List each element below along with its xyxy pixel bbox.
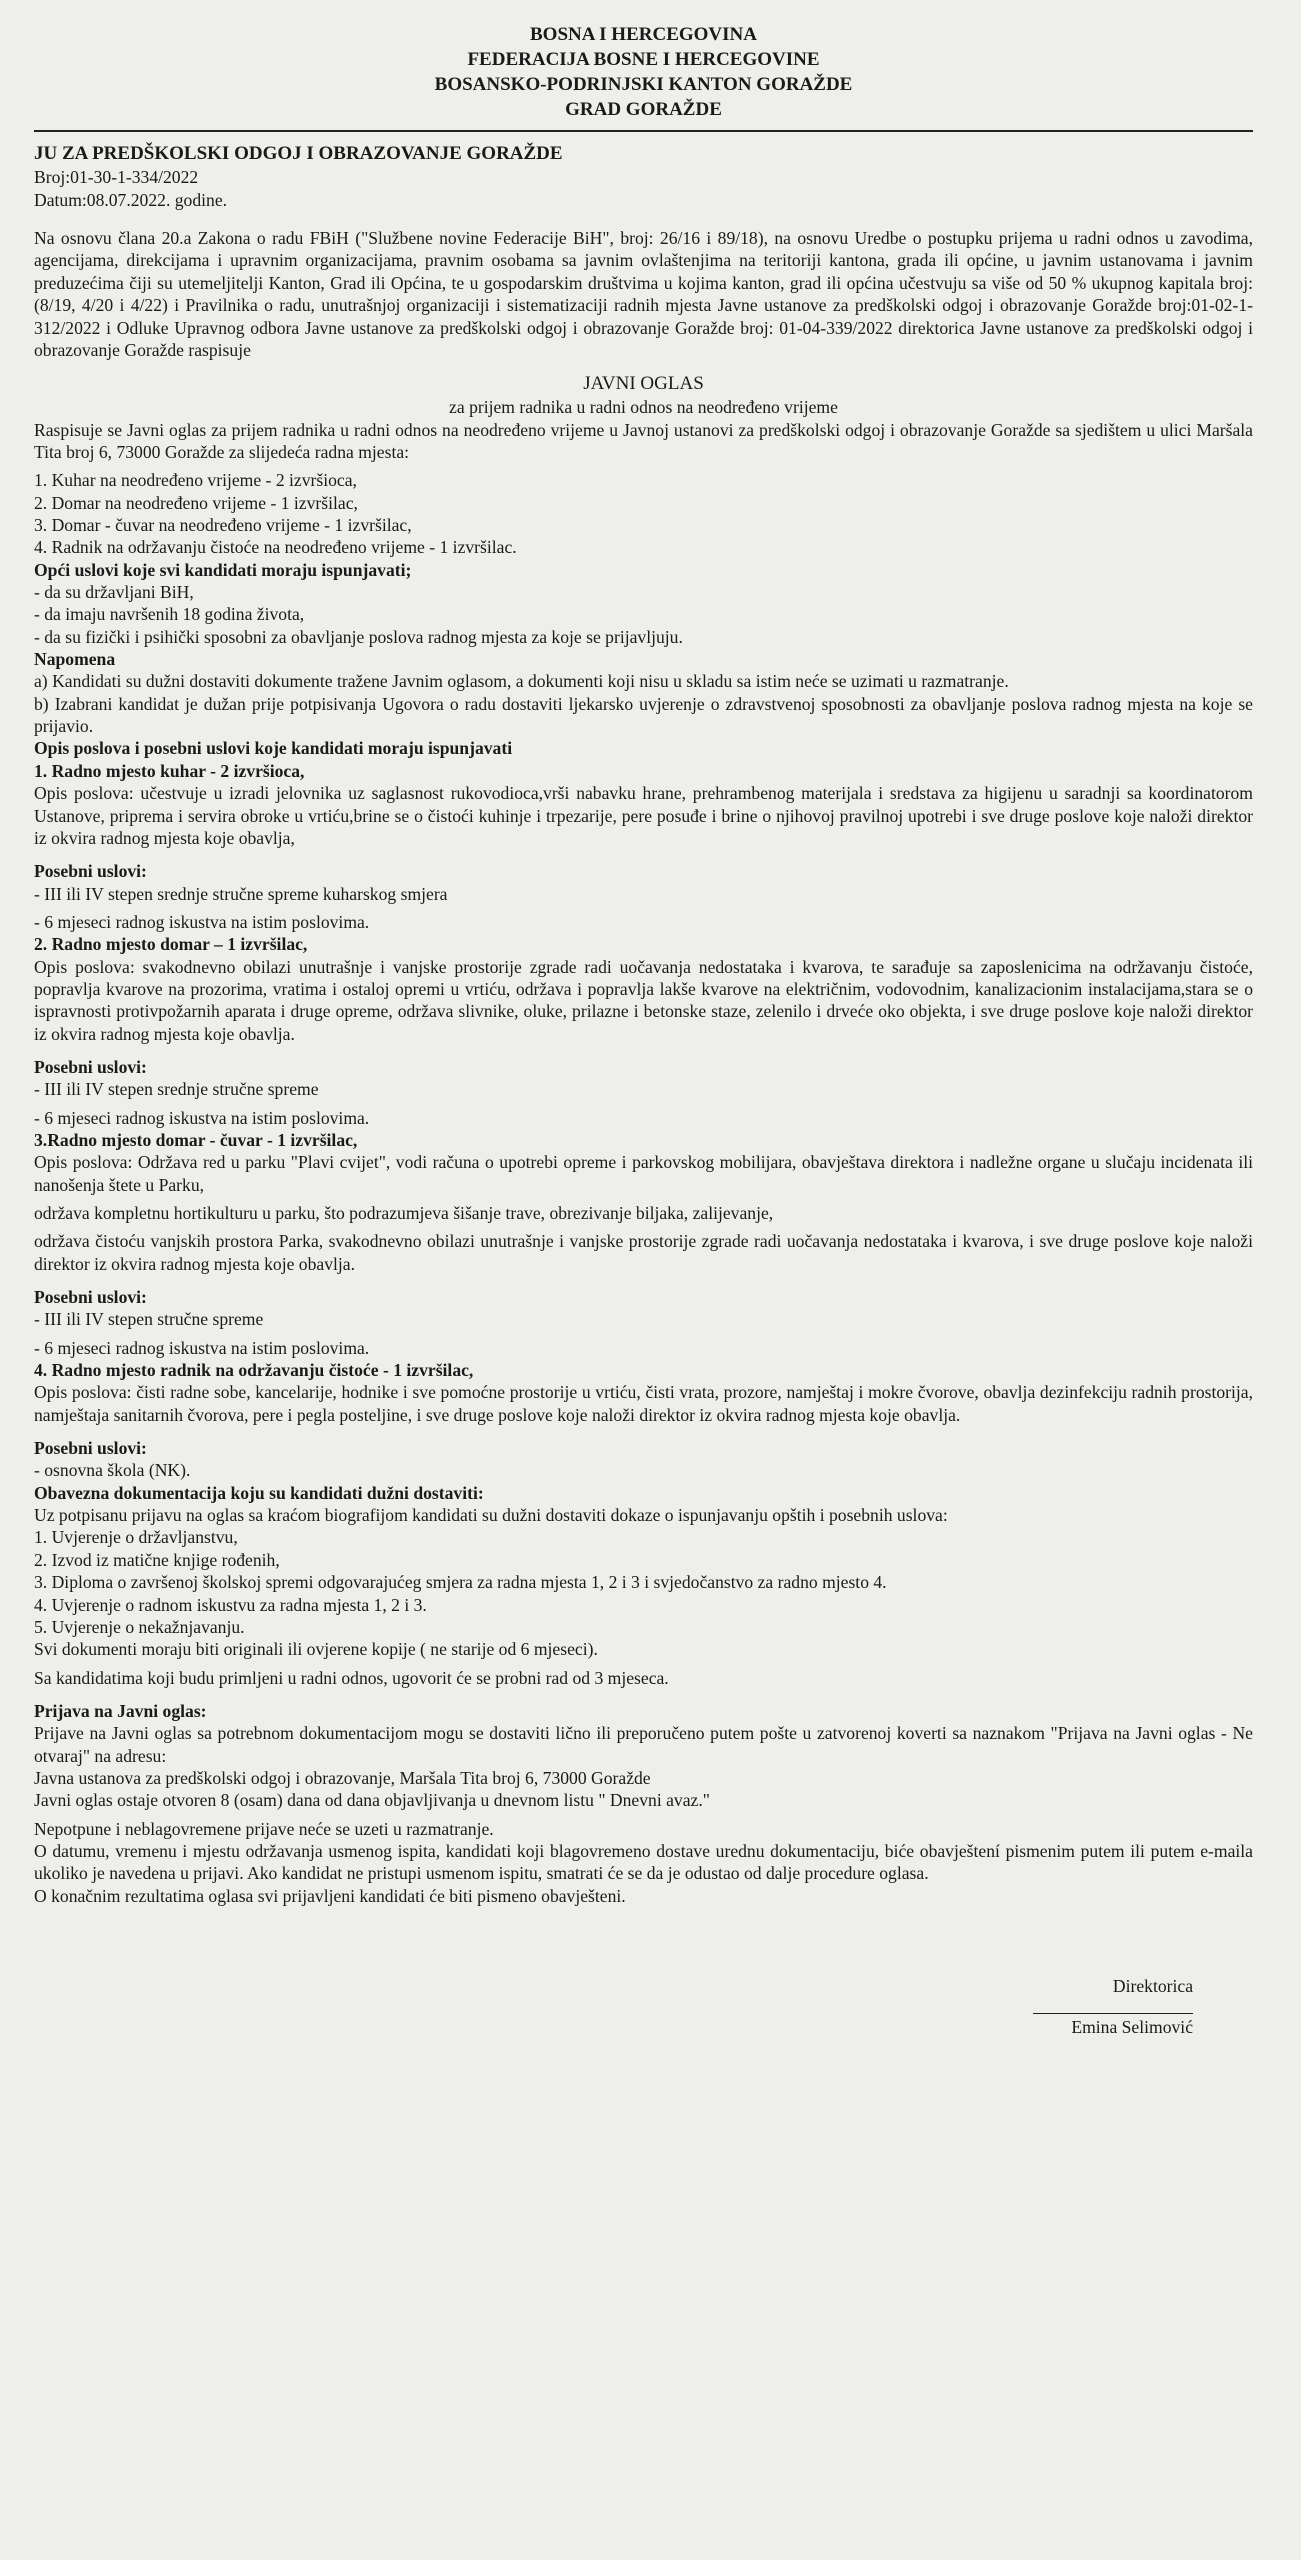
position-2-condition: - III ili IV stepen srednje stručne spreme xyxy=(34,1079,319,1100)
oglas-title: JAVNI OGLAS xyxy=(583,373,704,395)
position-1-title: 1. Radno mjesto kuhar - 2 izvršioca, xyxy=(34,760,305,781)
document-item: 3. Diploma o završenoj školskoj spremi odgovarajućeg smjera za radna mjesta 1, 2 i 3 i svjedočanstvo za radno mjesto 4. xyxy=(34,1572,887,1593)
note-heading: Napomena xyxy=(34,649,116,670)
document-header xyxy=(34,22,1253,122)
position-2-description: Opis poslova: svakodnevno obilazi unutrašnje i vanjske prostorije zgrade radi uočavanja nedostataka i kvarova, te sarađuje sa zaposlenicima na održavanju čistoće, popravlja kvarove na prozorima, vratima i ostaloj opremi u vrtiću, održava i popravlja lakše kvarove na električnim, vodovodnim, kanalizacionim instalacijama,stara se o ispravnosti protivpožarnih aparata i druge opreme, održava slivnike, oluke, prilazne i betonske staze, zelenilo i drveće oko objekta, i sve druge poslove koje naloži direktor iz okvira radnog mjesta koje obavlja. xyxy=(34,956,1253,1044)
application-heading: Prijava na Javni oglas: xyxy=(34,1700,207,1721)
position-1-condition: - III ili IV stepen srednje stručne spreme kuharskog smjera xyxy=(34,883,448,904)
position-3-description: održava čistoću vanjskih prostora Parka, svakodnevno obilazi unutrašnje i vanjske prostorije zgrade radi uočavanja nedostataka i kvarova, i sve druge poslove koje naloži direktor iz okvira radnog mjesta koje obavlja. xyxy=(34,1231,1253,1274)
documents-heading: Obavezna dokumentacija koju su kandidati dužni dostaviti: xyxy=(34,1482,484,1503)
position-1-description: Opis poslova: učestvuje u izradi jelovnika uz saglasnost rukovodioca,vrši nabavku hrane, prehrambenog materijala i sredstava za higijenu u saradnji sa koordinatorom Ustanove, priprema i servira obroke u vrtiću,brine se o čistoći kuhinje i trpezarije, pere posuđe i brine o njihovoj pravilnoj upotrebi i sve druge poslove koje naloži direktor iz okvira radnog mjesta koje obavlja, xyxy=(34,783,1253,848)
position-2-condition: - 6 mjeseci radnog iskustva na istim poslovima. xyxy=(34,1107,370,1128)
position-3-condition: - 6 mjeseci radnog iskustva na istim poslovima. xyxy=(34,1337,370,1358)
oglas-intro: Raspisuje se Javni oglas za prijem radnika u radni odnos na neodređeno vrijeme u Javnoj ustanovi za predškolski odgoj i obrazovanje Goražde sa sjedištem u ulici Maršala Tita broj 6, 73000 Goražde za slijedeća radna mjesta: xyxy=(34,419,1253,462)
header-city: GRAD GORAŽDE xyxy=(565,99,722,121)
application-text: Javni oglas ostaje otvoren 8 (osam) dana od dana objavljivanja u dnevnom listu " Dnevni avaz." xyxy=(34,1790,710,1811)
position-4-conditions-heading: Posebni uslovi: xyxy=(34,1438,147,1459)
document-item: 4. Uvjerenje o radnom iskustvu za radna mjesta 1, 2 i 3. xyxy=(34,1594,427,1615)
position-3-conditions-heading: Posebni uslovi: xyxy=(34,1287,147,1308)
documents-note: Svi dokumenti moraju biti originali ili ovjerene kopije ( ne starije od 6 mjeseci). xyxy=(34,1639,598,1660)
document-item: 1. Uvjerenje o državljanstvu, xyxy=(34,1527,238,1548)
documents-note: Sa kandidatima koji budu primljeni u radni odnos, ugovorit će se probni rad od 3 mjeseca. xyxy=(34,1667,669,1688)
general-condition-item: - da imaju navršenih 18 godina života, xyxy=(34,604,305,625)
header-canton: BOSANSKO-PODRINJSKI KANTON GORAŽDE xyxy=(434,74,853,96)
document-number: Broj:01-30-1-334/2022 xyxy=(34,167,199,188)
application-text: O konačnim rezultatima oglasa svi prijavljeni kandidati će biti pismeno obavješteni. xyxy=(34,1885,626,1906)
position-item: 4. Radnik na održavanju čistoće na neodređeno vrijeme - 1 izvršilac. xyxy=(34,537,517,558)
application-text: O datumu, vremenu i mjestu održavanja usmenog ispita, kandidati koji blagovremeno dostave urednu dokumentaciju, biće obavještení pismenim putem ili putem e-maila ukoliko je navedena u prijavi. Ako kandidat ne pristupi usmenom ispitu, smatrati će se da je odustao od dalje procedure oglasa. xyxy=(34,1840,1253,1884)
position-1-condition: - 6 mjeseci radnog iskustva na istim poslovima. xyxy=(34,911,370,932)
legal-basis-paragraph: Na osnovu člana 20.a Zakona o radu FBiH ("Službene novine Federacije BiH", broj: 26/16 i 89/18), na osnovu Uredbe o postupku prijema u radni odnos u zavodima, agencijama, direkcijama i upravnim organizacijama, pravnim osobama sa javnim ovlaštenjima na teritoriji kantona, grada ili općine, u javnim ustanovama i javnim preduzećima čiji su utemeljitelji Kanton, Grad ili Općina, te u gospodarskim društvima u kojima kanton, grad ili općina učestvuju sa više od 50 % ukupnog kapitala broj: (8/19, 4/20 i 4/22) i Pravilnika o radu, unutrašnjoj organizaciji i sistematizaciji radnih mjesta Javne ustanove za predškolski odgoj i obrazovanje Goražde broj:01-02-1-312/2022 i Odluke Upravnog odbora Javne ustanove za predškolski odgoj i obrazovanje Goražde broj: 01-04-339/2022 direktorica Javne ustanove za predškolski odgoj i obrazovanje Goražde raspisuje xyxy=(34,228,1253,360)
signature-name: Emina Selimović xyxy=(1071,2017,1193,2038)
position-3-title: 3.Radno mjesto domar - čuvar - 1 izvršilac, xyxy=(34,1129,358,1150)
header-federation: FEDERACIJA BOSNE I HERCEGOVINE xyxy=(467,49,820,71)
document-date: Datum:08.07.2022. godine. xyxy=(34,189,228,210)
position-4-condition: - osnovna škola (NK). xyxy=(34,1460,191,1481)
oglas-subtitle: za prijem radnika u radni odnos na neodređeno vrijeme xyxy=(449,397,838,418)
general-condition-item: - da su državljani BiH, xyxy=(34,582,194,603)
position-1-conditions-heading: Posebni uslovi: xyxy=(34,861,147,882)
position-item: 2. Domar na neodređeno vrijeme - 1 izvršilac, xyxy=(34,492,358,513)
position-3-description: Opis poslova: Održava red u parku "Plavi cvijet", vodi računa o upotrebi opreme i parkovskog mobilijara, obavještava direktora i nadležne organe u slučaju incidenata ili nanošenja štete u Parku, xyxy=(34,1152,1253,1195)
document-item: 2. Izvod iz matične knjige rođenih, xyxy=(34,1549,280,1570)
positions-list xyxy=(34,469,1253,558)
position-item: 1. Kuhar na neodređeno vrijeme - 2 izvršioca, xyxy=(34,470,357,491)
header-country: BOSNA I HERCEGOVINA xyxy=(530,24,757,45)
institution-name: JU ZA PREDŠKOLSKI ODGOJ I OBRAZOVANJE GORAŽDE xyxy=(34,143,563,165)
documents-intro: Uz potpisanu prijavu na oglas sa kraćom biografijom kandidati su dužni dostaviti dokaze o ispunjavanju opštih i posebnih uslova: xyxy=(34,1505,948,1526)
job-description-heading: Opis poslova i posebni uslovi koje kandidati moraju ispunjavati xyxy=(34,738,513,759)
application-text: Prijave na Javni oglas sa potrebnom dokumentacijom mogu se dostaviti lično ili preporučeno putem pošte u zatvorenoj koverti sa naznakom "Prijava na Javni oglas - Ne otvaraj" na adresu: xyxy=(34,1723,1253,1766)
position-3-condition: - III ili IV stepen stručne spreme xyxy=(34,1309,264,1330)
signature-line xyxy=(1033,2013,1193,2014)
general-conditions-heading: Opći uslovi koje svi kandidati moraju ispunjavati; xyxy=(34,559,412,580)
position-2-title: 2. Radno mjesto domar – 1 izvršilac, xyxy=(34,934,308,955)
signature-role: Direktorica xyxy=(1112,1975,1193,1996)
position-2-conditions-heading: Posebni uslovi: xyxy=(34,1056,147,1077)
position-4-title: 4. Radno mjesto radnik na održavanju čistoće - 1 izvršilac, xyxy=(34,1360,474,1381)
application-address: Javna ustanova za predškolski odgoj i obrazovanje, Maršala Tita broj 6, 73000 Goražde xyxy=(34,1767,651,1788)
general-condition-item: - da su fizički i psihički sposobni za obavljanje poslova radnog mjesta za koje se prijavljuju. xyxy=(34,626,683,647)
position-item: 3. Domar - čuvar na neodređeno vrijeme - 1 izvršilac, xyxy=(34,515,412,536)
note-a: a) Kandidati su dužni dostaviti dokumente tražene Javnim oglasom, a dokumenti koji nisu u skladu sa istim neće se uzimati u razmatranje. xyxy=(34,671,1009,692)
note-b: b) Izabrani kandidat je dužan prije potpisivanja Ugovora o radu dostaviti ljekarsko uvjerenje o zdravstvenoj sposobnosti za obavljanje poslova radnog mjesta na koje se prijavio. xyxy=(34,693,1253,737)
position-3-description: održava kompletnu hortikulturu u parku, što podrazumjeva šišanje trave, obrezivanje biljaka, zalijevanje, xyxy=(34,1203,774,1223)
document-item: 5. Uvjerenje o nekažnjavanju. xyxy=(34,1616,245,1637)
header-divider xyxy=(34,130,1253,132)
position-4-description: Opis poslova: čisti radne sobe, kancelarije, hodnike i sve pomoćne prostorije u vrtiću, čisti vrata, prozore, namještaj i mokre čvorove, obavlja dezinfekciju radnih prostorija, namještaja sanitarnih čvorova, pere i pegla posteljine, i sve druge poslove koje naloži direktor iz okvira radnog mjesta koje obavlja. xyxy=(34,1382,1253,1425)
application-text: Nepotpune i neblagovremene prijave neće se uzeti u razmatranje. xyxy=(34,1818,494,1839)
